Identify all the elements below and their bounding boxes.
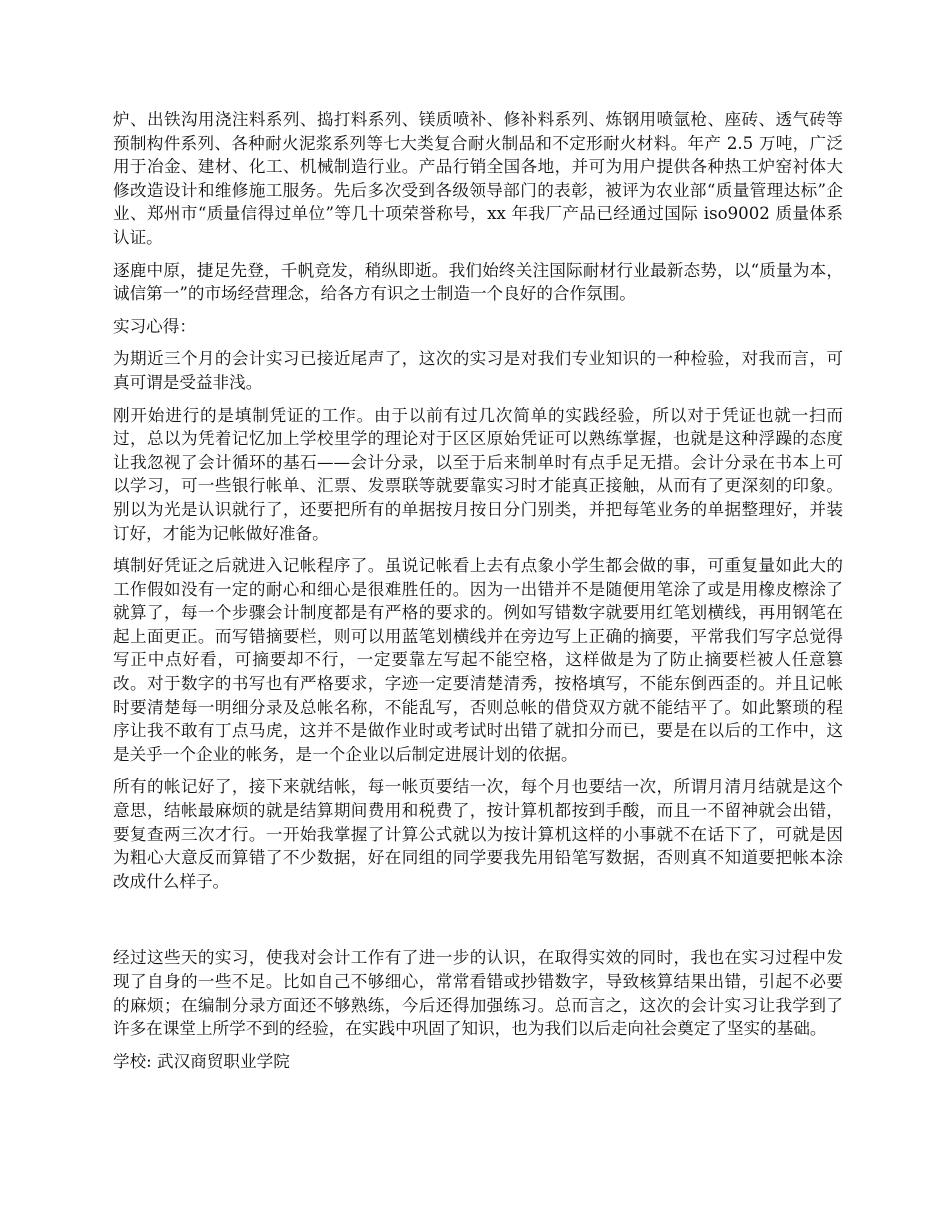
document-page xyxy=(113,108,843,1082)
paragraph-intro: 为期近三个月的会计实习已接近尾声了，这次的实习是对我们专业知识的一种检验，对我而言，可真可谓是受益非浅。 xyxy=(113,349,843,392)
paragraph-bookkeeping: 填制好凭证之后就进入记帐程序了。虽说记帐看上去有点象小学生都会做的事，可重复量如此大的工作假如没有一定的耐心和细心是很难胜任的。因为一出错并不是随便用笔涂了或是用橡皮檫涂了就算了，每一个步骤会计制度都是有严格的要求的。例如写错数字就要用红笔划横线，再用钢笔在起上面更正。而写错摘要栏，则可以用蓝笔划横线并在旁边写上正确的摘要，平常我们写字总觉得写正中点好看，可摘要却不行，一定要靠左写起不能空格，这样做是为了防止摘要栏被人任意篡改。对于数字的书写也有严格要求，字迹一定要清楚清秀，按格填写，不能东倒西歪的。并且记帐时要清楚每一明细分录及总帐名称，不能乱写，否则总帐的借贷双方就不能结平了。如此繁琐的程序让我不敢有丁点马虎，这并不是做作业时或考试时出错了就扣分而已，要是在以后的工作中，这是关乎一个企业的帐务，是一个企业以后制定进展计划的依据。 xyxy=(113,556,843,764)
paragraph-company-philosophy: 逐鹿中原，捷足先登，千帆竞发，稍纵即逝。我们始终关注国际耐材行业最新态势，以“质量为本，诚信第一”的市场经营理念，给各方有识之士制造一个良好的合作氛围。 xyxy=(113,260,843,304)
paragraph-vouchers: 刚开始进行的是填制凭证的工作。由于以前有过几次简单的实践经验，所以对于凭证也就一扫而过，总以为凭着记忆加上学校里学的理论对于区区原始凭证可以熟练掌握，也就是这种浮躁的态度让我忽视了会计循环的基石——会计分录，以至于后来制单时有点手足无措。会计分录在书本上可以学习，可一些银行帐单、汇票、发票联等就要靠实习时才能真正接触，从而有了更深刻的印象。别以为光是认识就行了，还要把所有的单据按月按日分门别类，并把每笔业务的单据整理好，并装订好，才能为记帐做好准备。 xyxy=(113,405,843,543)
paragraph-conclusion: 经过这些天的实习，使我对会计工作有了进一步的认识，在取得实效的同时，我也在实习过程中发现了自身的一些不足。比如自己不够细心，常常看错或抄错数字，导致核算结果出错，引起不必要的麻烦；在编制分录方面还不够熟练，今后还得加强练习。总而言之，这次的会计实习让我学到了许多在课堂上所学不到的经验，在实践中巩固了知识，也为我们以后走向社会奠定了坚实的基础。 xyxy=(113,948,843,1039)
school-line: 学校: 武汉商贸职业学院 xyxy=(113,1051,290,1071)
section-heading: 实习心得： xyxy=(113,316,196,336)
blank-spacer xyxy=(113,902,843,946)
paragraph-company-products: 炉、出铁沟用浇注料系列、捣打料系列、镁质喷补、修补料系列、炼钢用喷氩枪、座砖、透气砖等预制构件系列、各种耐火泥浆系列等七大类复合耐火制品和不定形耐火材料。年产 2.5 万吨，广泛用于冶金、建材、化工、机械制造行业。产品行销全国各地，并可为用户提供各种热工炉窑衬体大修改造设计和维修施工服务。先后多次受到各级领导部门的表彰，被评为农业部“质量管理达标”企业、郑州市“质量信得过单位”等几十项荣誉称号，xx 年我厂产品已经通过国际 iso9002 质量体系认证。 xyxy=(113,110,843,247)
paragraph-closing-accounts: 所有的帐记好了，接下来就结帐，每一帐页要结一次，每个月也要结一次，所谓月清月结就是这个意思，结帐最麻烦的就是结算期间费用和税费了，按计算机都按到手酸，而且一不留神就会出错，要复查两三次才行。一开始我掌握了计算公式就以为按计算机这样的小事就不在话下了，可就是因为粗心大意反而算错了不少数据，好在同组的同学要我先用铅笔写数据，否则真不知道要把帐本涂改成什么样子。 xyxy=(113,777,843,891)
